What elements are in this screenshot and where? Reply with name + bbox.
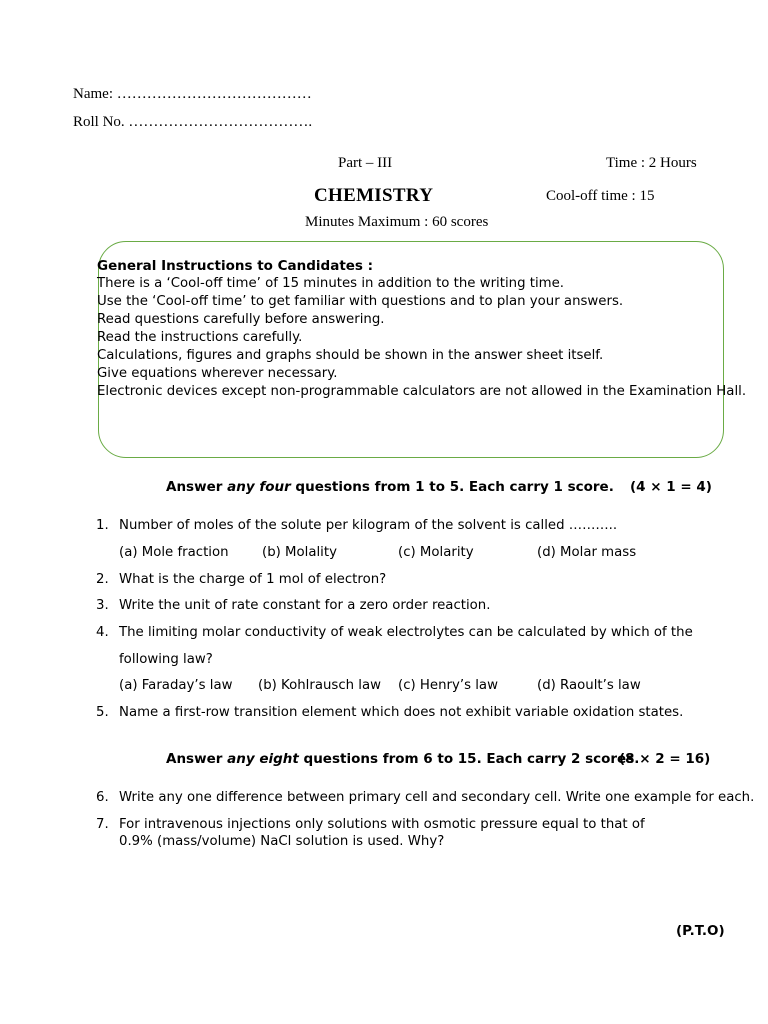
subject-title: CHEMISTRY <box>314 185 434 206</box>
question-1-option-d: (d) Molar mass <box>537 545 637 560</box>
question-2-number: 2. <box>96 572 109 587</box>
section-1-heading-post: questions from 1 to 5. Each carry 1 score. <box>290 479 614 495</box>
question-6-text: Write any one difference between primary cell and secondary cell. Write one example for each. <box>119 790 755 805</box>
instruction-item: Use the ‘Cool-off time’ to get familiar with questions and to plan your answers. <box>97 294 624 309</box>
question-3-number: 3. <box>96 598 109 613</box>
roll-number-field-line: Roll No. ………………………………. <box>73 114 313 130</box>
section-2-heading <box>166 751 639 767</box>
instruction-item: Calculations, figures and graphs should be shown in the answer sheet itself. <box>97 348 604 363</box>
question-4-number: 4. <box>96 625 109 640</box>
instruction-item: Give equations wherever necessary. <box>97 366 338 381</box>
question-5-number: 5. <box>96 705 109 720</box>
question-7-text-continued: 0.9% (mass/volume) NaCl solution is used. Why? <box>119 834 445 849</box>
section-1-heading <box>166 479 614 495</box>
question-1-option-c: (c) Molarity <box>398 545 474 560</box>
question-3-text: Write the unit of rate constant for a zero order reaction. <box>119 598 491 613</box>
exam-part: Part – III <box>338 155 393 171</box>
question-4-text: The limiting molar conductivity of weak electrolytes can be calculated by which of the <box>119 625 693 640</box>
section-1-heading-pre: Answer <box>166 479 228 495</box>
instructions-title: General Instructions to Candidates : <box>97 258 374 274</box>
question-5-text: Name a first-row transition element which does not exhibit variable oxidation states. <box>119 705 684 720</box>
question-1-option-a: (a) Mole fraction <box>119 545 229 560</box>
section-1-marks: (4 × 1 = 4) <box>630 479 712 495</box>
section-1-heading-emphasis: any four <box>227 479 291 495</box>
maximum-scores: Minutes Maximum : 60 scores <box>305 214 489 230</box>
instruction-item: Read the instructions carefully. <box>97 330 303 345</box>
cool-off-time: Cool-off time : 15 <box>546 188 655 204</box>
question-6-number: 6. <box>96 790 109 805</box>
question-1-text: Number of moles of the solute per kilogram of the solvent is called ……….. <box>119 518 618 533</box>
section-2-heading-post: questions from 6 to 15. Each carry 2 scores. <box>298 751 640 767</box>
question-7-text: For intravenous injections only solutions with osmotic pressure equal to that of <box>119 817 645 832</box>
instructions-content <box>97 257 746 401</box>
question-7-number: 7. <box>96 817 109 832</box>
instruction-item: Electronic devices except non-programmable calculators are not allowed in the Examination Hall. <box>97 384 747 399</box>
question-4-option-a: (a) Faraday’s law <box>119 678 233 693</box>
section-2-heading-emphasis: any eight <box>227 751 299 767</box>
question-1-option-b: (b) Molality <box>262 545 337 560</box>
section-2-marks: (8 × 2 = 16) <box>619 751 711 767</box>
question-4-text-continued: following law? <box>119 652 213 667</box>
instruction-item: Read questions carefully before answering. <box>97 312 385 327</box>
exam-duration: Time : 2 Hours <box>606 155 697 171</box>
question-4-option-b: (b) Kohlrausch law <box>258 678 382 693</box>
please-turn-over: (P.T.O) <box>676 923 725 939</box>
question-2-text: What is the charge of 1 mol of electron? <box>119 572 387 587</box>
name-field-line: Name: ………………………………… <box>73 86 312 102</box>
question-4-option-c: (c) Henry’s law <box>398 678 498 693</box>
question-4-option-d: (d) Raoult’s law <box>537 678 641 693</box>
question-1-number: 1. <box>96 518 109 533</box>
instruction-item: There is a ‘Cool-off time’ of 15 minutes in addition to the writing time. <box>97 276 565 291</box>
section-2-heading-pre: Answer <box>166 751 228 767</box>
